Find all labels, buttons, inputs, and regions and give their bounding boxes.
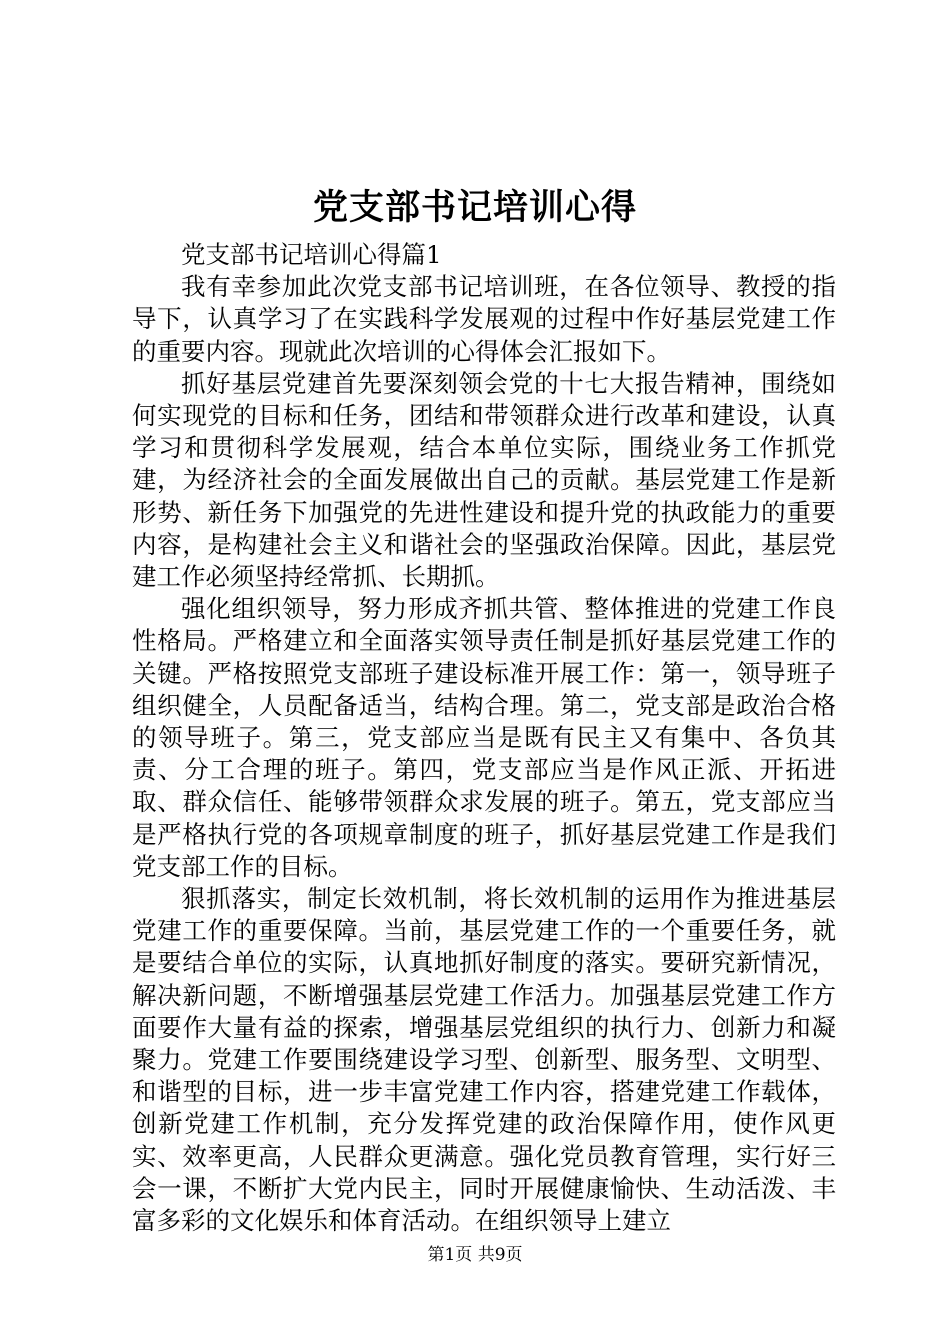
paragraph-organization-leadership: 强化组织领导，努力形成齐抓共管、整体推进的党建工作良性格局。严格建立和全面落实领导责任制是抓好基层党建工作的关键。严格按照党支部班子建设标准开展工作：第一，领导班子组织健全，人员配备适当，结构合理。第二，党支部是政治合格的领导班子。第三，党支部应当是既有民主又有集中、各负其责、分工合理的班子。第四，党支部应当是作风正派、开拓进取、群众信任、能够带领群众求发展的班子。第五，党支部应当是严格执行党的各项规章制度的班子，抓好基层党建工作是我们党支部工作的目标。 <box>132 594 836 881</box>
paragraph-party-building: 抓好基层党建首先要深刻领会党的十七大报告精神，围绕如何实现党的目标和任务，团结和带领群众进行改革和建设，认真学习和贯彻科学发展观，结合本单位实际，围绕业务工作抓党建，为经济社会的全面发展做出自己的贡献。基层党建工作是新形势、新任务下加强党的先进性建设和提升党的执政能力的重要内容，是构建社会主义和谐社会的坚强政治保障。因此，基层党建工作必须坚持经常抓、长期抓。 <box>132 368 836 592</box>
paragraph-implementation: 狠抓落实，制定长效机制，将长效机制的运用作为推进基层党建工作的重要保障。当前，基层党建工作的一个重要任务，就是要结合单位的实际，认真地抓好制度的落实。要研究新情况，解决新问题，不断增强基层党建工作活力。加强基层党建工作方面要作大量有益的探索，增强基层党组织的执行力、创新力和凝聚力。党建工作要围绕建设学习型、创新型、服务型、文明型、和谐型的目标，进一步丰富党建工作内容，搭建党建工作载体，创新党建工作机制，充分发挥党建的政治保障作用，使作风更实、效率更高，人民群众更满意。强化党员教育管理，实行好三会一课，不断扩大党内民主，同时开展健康愉快、生动活泼、丰富多彩的文化娱乐和体育活动。在组织领导上建立 <box>132 884 836 1236</box>
section-heading: 党支部书记培训心得篇1 <box>181 240 442 269</box>
paragraph-intro: 我有幸参加此次党支部书记培训班，在各位领导、教授的指导下，认真学习了在实践科学发展观的过程中作好基层党建工作的重要内容。现就此次培训的心得体会汇报如下。 <box>132 272 836 366</box>
document-body <box>132 239 836 1237</box>
page-title: 党支部书记培训心得 <box>312 187 637 228</box>
page-footer: 第1页 共9页 <box>427 1245 523 1265</box>
